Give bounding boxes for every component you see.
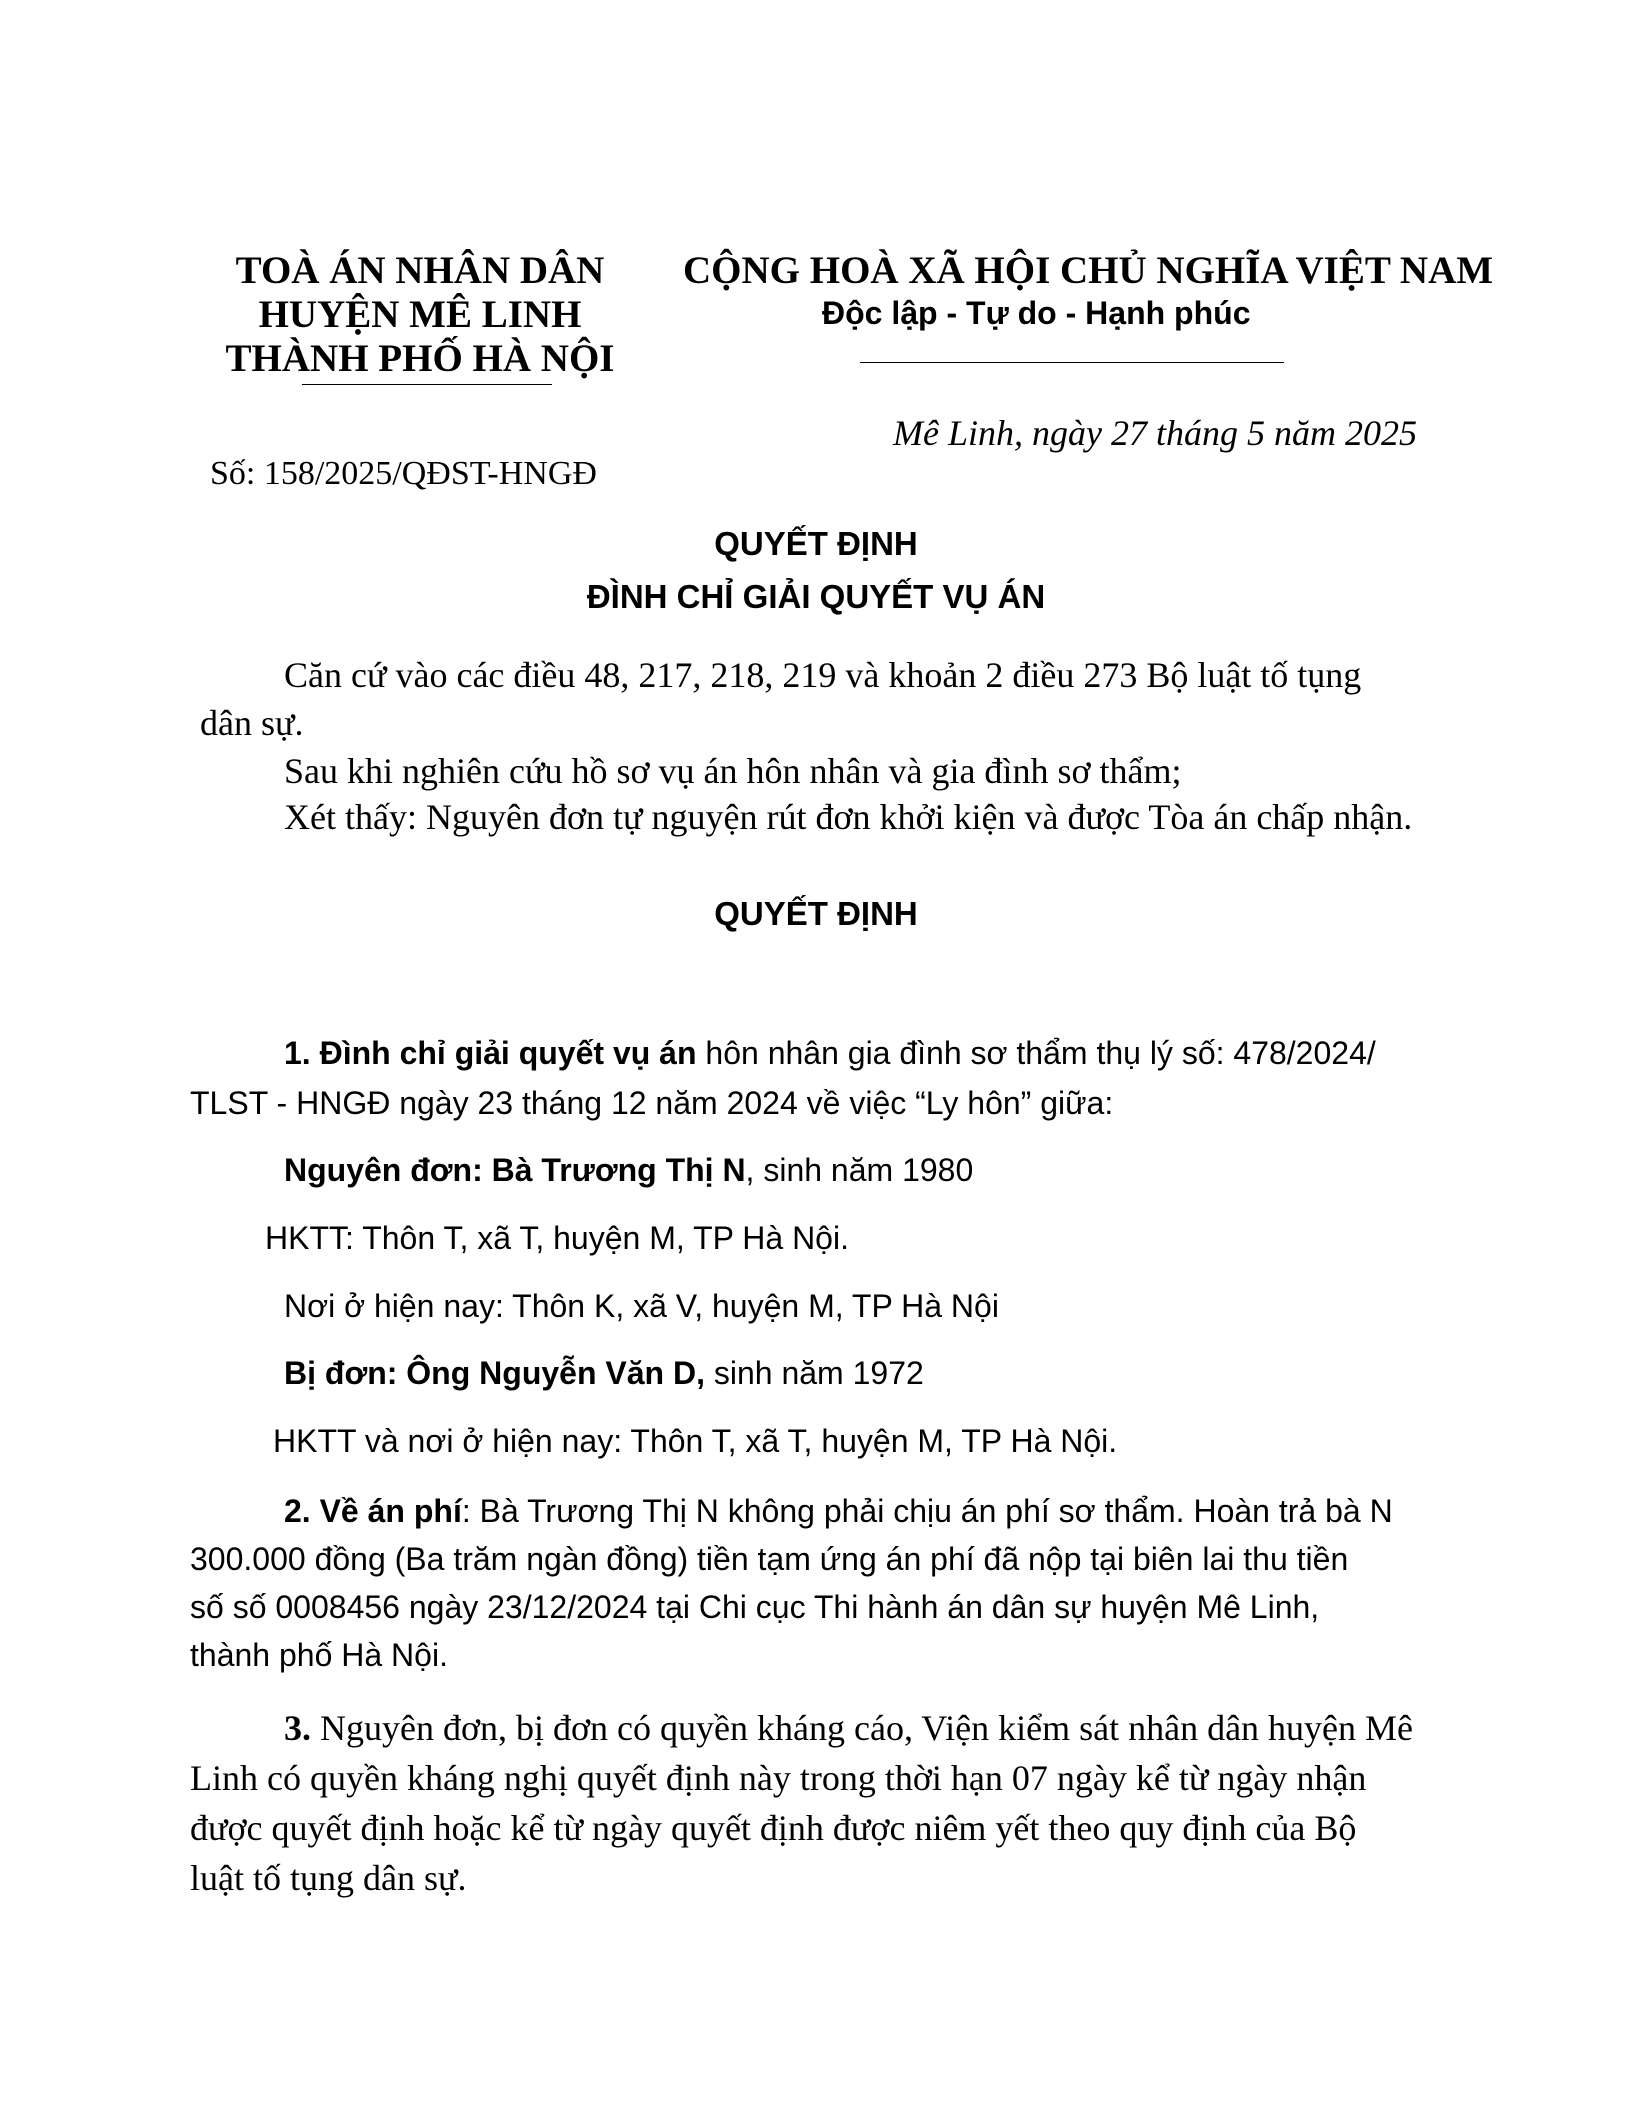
item1-text: hôn nhân gia đình sơ thẩm thụ lý số: 478/2024/ [696, 1035, 1376, 1071]
item2-line2: 300.000 đồng (Ba trăm ngàn đồng) tiền tạm ứng án phí đã nộp tại biên lai thu tiền [190, 1541, 1349, 1577]
court-name-underline [302, 384, 552, 385]
decision-heading: QUYẾT ĐỊNH [714, 895, 918, 932]
plaintiff-label: Nguyên đơn: Bà Trương Thị N [284, 1152, 746, 1188]
document-number: Số: 158/2025/QĐST-HNGĐ [210, 455, 597, 492]
nation-title: CỘNG HOÀ XÃ HỘI CHỦ NGHĨA VIỆT NAM [683, 249, 1494, 292]
item3-bold: 3. [284, 1708, 311, 1748]
plaintiff-hktt: HKTT: Thôn T, xã T, huyện M, TP Hà Nội. [265, 1220, 849, 1256]
item2-line3: số số 0008456 ngày 23/12/2024 tại Chi cục Thi hành án dân sự huyện Mê Linh, [190, 1589, 1320, 1625]
defendant-line [284, 1355, 924, 1392]
basis-line1: Căn cứ vào các điều 48, 217, 218, 219 và khoản 2 điều 273 Bộ luật tố tụng [284, 655, 1362, 695]
defendant-label: Bị đơn: Ông Nguyễn Văn D, [284, 1355, 705, 1391]
item3-line1 [284, 1705, 1413, 1752]
decision-subtitle: ĐÌNH CHỈ GIẢI QUYẾT VỤ ÁN [586, 578, 1046, 615]
nation-motto: Độc lập - Tự do - Hạnh phúc [822, 295, 1251, 331]
item3-text: Nguyên đơn, bị đơn có quyền kháng cáo, Viện kiểm sát nhân dân huyện Mê [311, 1708, 1414, 1748]
basis-line3: Sau khi nghiên cứu hồ sơ vụ án hôn nhân và gia đình sơ thẩm; [284, 751, 1182, 791]
date-line: Mê Linh, ngày 27 tháng 5 năm 2025 [893, 413, 1417, 453]
item1-line1 [284, 1035, 1376, 1072]
plaintiff-residence: Nơi ở hiện nay: Thôn K, xã V, huyện M, TP Hà Nội [284, 1288, 999, 1324]
item1-bold: 1. Đình chỉ giải quyết vụ án [284, 1035, 697, 1071]
motto-underline [860, 362, 1284, 363]
plaintiff-line [284, 1152, 973, 1189]
item2-bold: 2. Về án phí [284, 1493, 462, 1529]
court-name-line2: HUYỆN MÊ LINH [258, 293, 582, 336]
court-name-line3: THÀNH PHỐ HÀ NỘI [225, 337, 615, 380]
plaintiff-birth: , sinh năm 1980 [745, 1152, 974, 1188]
defendant-birth: sinh năm 1972 [704, 1355, 924, 1391]
decision-title: QUYẾT ĐỊNH [714, 525, 918, 562]
defendant-address: HKTT và nơi ở hiện nay: Thôn T, xã T, huyện M, TP Hà Nội. [273, 1423, 1118, 1459]
item2-line4: thành phố Hà Nội. [190, 1637, 448, 1673]
item3-line3: được quyết định hoặc kể từ ngày quyết định được niêm yết theo quy định của Bộ [190, 1808, 1357, 1848]
item2-line1 [284, 1493, 1393, 1530]
item3-line2: Linh có quyền kháng nghị quyết định này trong thời hạn 07 ngày kể từ ngày nhận [190, 1758, 1367, 1798]
court-name-line1: TOÀ ÁN NHÂN DÂN [235, 249, 605, 292]
item1-line2: TLST - HNGĐ ngày 23 tháng 12 năm 2024 về việc “Ly hôn” giữa: [190, 1085, 1114, 1121]
basis-line2: dân sự. [200, 703, 304, 743]
basis-line4: Xét thấy: Nguyên đơn tự nguyện rút đơn khởi kiện và được Tòa án chấp nhận. [284, 797, 1413, 837]
item3-line4: luật tố tụng dân sự. [190, 1858, 467, 1898]
item2-text: : Bà Trương Thị N không phải chịu án phí sơ thẩm. Hoàn trả bà N [461, 1493, 1393, 1529]
